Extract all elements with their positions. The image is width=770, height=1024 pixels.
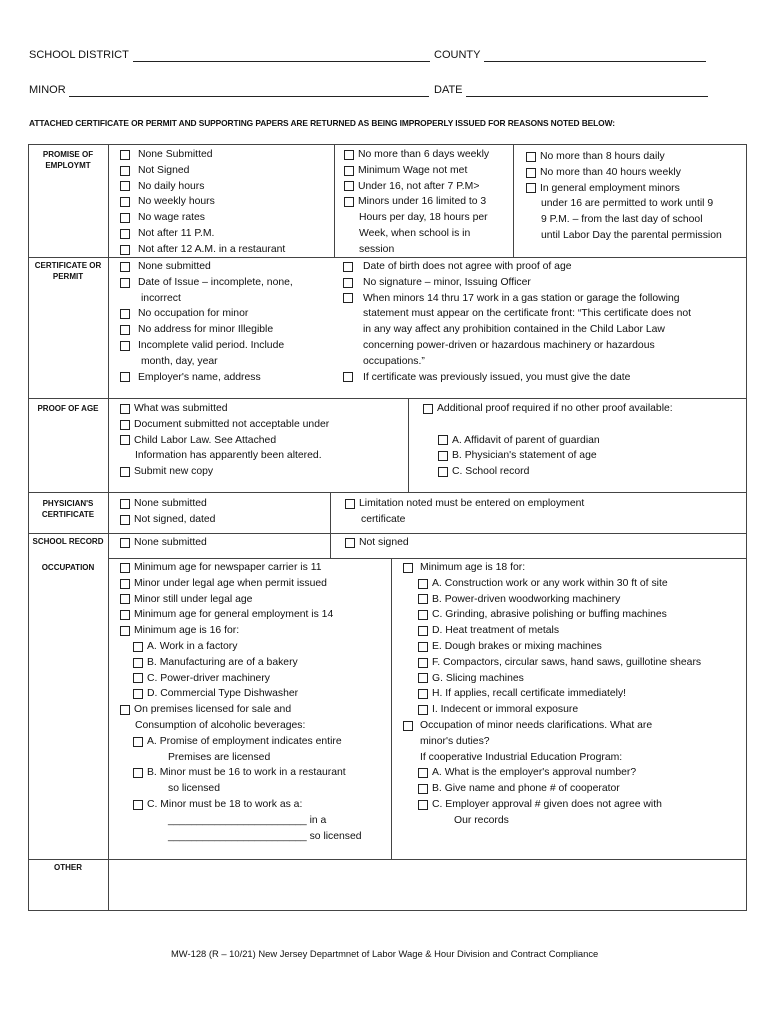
minor-line[interactable] [69,96,429,97]
checkbox-row[interactable]: Date of birth does not agree with proof of age [343,259,691,275]
checkbox[interactable] [418,673,428,683]
checkbox-row[interactable]: B. Give name and phone # of cooperator [403,781,701,797]
checkbox-row[interactable]: Incomplete valid period. Include [120,338,293,354]
text-line: so licensed [168,783,220,795]
checkbox[interactable] [418,594,428,604]
checkbox-row[interactable]: No address for minor Illegible [120,322,293,338]
checkbox-row[interactable]: No more than 40 hours weekly [526,165,722,181]
text-line: concerning power-driven or hazardous machinery or hazardous [363,339,655,351]
checkbox[interactable] [120,278,130,288]
checkbox[interactable] [418,626,428,636]
text-line: Premises are licensed [168,751,271,763]
checkbox-row[interactable]: Document submitted not acceptable under [120,417,329,433]
checkbox[interactable] [133,673,143,683]
text-line[interactable]: ________________________ in a [168,814,327,826]
checkbox[interactable] [418,705,428,715]
checkbox[interactable] [133,642,143,652]
checkbox-row[interactable]: A. Affidavit of parent of guardian [423,433,673,449]
row-label-occupation: OCCUPATION [41,563,95,572]
certificate-left [120,259,293,385]
checkbox-row[interactable]: A. Construction work or any work within 30 ft of site [403,576,701,592]
row-label-other: OTHER [54,863,82,872]
checkbox-row[interactable]: No more than 6 days weekly [344,147,489,163]
text-line: 9 P.M. – from the last day of school [541,214,703,226]
checkbox[interactable] [120,404,130,414]
row-label-certificate: CERTIFICATE OR PERMIT [34,261,102,281]
text-line: incorrect [141,292,181,304]
text-line: statement must appear on the certificate front: “This certificate does not [363,308,692,320]
checkbox[interactable] [120,372,130,382]
checkbox-row[interactable]: Not after 12 A.M. in a restaurant [120,242,285,258]
checkbox-row[interactable]: Date of Issue – incomplete, none, [120,275,293,291]
county-label: COUNTY [434,49,481,61]
checkbox[interactable] [120,181,130,191]
checkbox-row[interactable]: B. Minor must be 16 to work in a restaurant [120,765,362,781]
text-line: under 16 are permitted to work until 9 [541,198,714,210]
checkbox[interactable] [526,152,536,162]
checkbox-row[interactable]: No more than 8 hours daily [526,149,722,165]
checkbox[interactable] [120,538,130,548]
checkbox-row[interactable]: Limitation noted must be entered on employment [345,496,584,512]
checkbox-row[interactable]: Not after 11 P.M. [120,226,285,242]
checkbox-row[interactable]: Occupation of minor needs clarifications. What are [403,718,701,734]
checkbox-row[interactable]: What was submitted [120,401,329,417]
checkbox[interactable] [133,768,143,778]
checkbox-row[interactable]: Additional proof required if no other proof available: [423,401,673,417]
promise-col1 [120,147,285,258]
text-line[interactable]: ________________________ so licensed [168,830,362,842]
checkbox[interactable] [120,499,130,509]
other-field[interactable] [110,861,744,908]
checkbox-row[interactable]: C. Employer approval # given does not agree with [403,797,701,813]
row-label-promise: PROMISE OF EMPLOYMT [42,150,94,170]
checkbox-row[interactable]: None submitted [120,496,215,512]
promise-col3 [526,149,722,244]
checkbox[interactable] [120,262,130,272]
checkbox-row[interactable]: When minors 14 thru 17 work in a gas station or garage the following [343,291,691,307]
checkbox[interactable] [423,404,433,414]
text-line: occupations.” [363,355,425,367]
checkbox-row[interactable]: Minor still under legal age [120,592,362,608]
checkbox-row[interactable]: If certificate was previously issued, you must give the date [343,370,691,386]
checkbox[interactable] [120,594,130,604]
checkbox[interactable] [343,372,353,382]
checkbox[interactable] [418,800,428,810]
physician-right [345,496,584,528]
form-footer: MW-128 (R – 10/21) New Jersey Departmnet of Labor Wage & Hour Division and Contract Compliance [171,948,599,959]
checkbox-row[interactable]: E. Dough brakes or mixing machines [403,639,701,655]
checkbox[interactable] [120,563,130,573]
checkbox-row[interactable]: C. Power-driver machinery [120,671,362,687]
text-line: month, day, year [141,355,218,367]
checkbox[interactable] [120,166,130,176]
school-left [120,535,207,551]
checkbox[interactable] [418,658,428,668]
row-label-proof: PROOF OF AGE [37,404,99,413]
checkbox[interactable] [120,610,130,620]
physician-left [120,496,215,528]
checkbox-row[interactable]: Submit new copy [120,464,329,480]
notice-text: ATTACHED CERTIFICATE OR PERMIT AND SUPPORTING PAPERS ARE RETURNED AS BEING IMPROPERLY ISSUED FOR REASONS NOTED BELOW: [29,118,615,128]
checkbox[interactable] [120,197,130,207]
text-line: certificate [361,513,406,525]
checkbox[interactable] [343,262,353,272]
text-line: Our records [454,814,509,826]
checkbox[interactable] [403,721,413,731]
checkbox[interactable] [120,435,130,445]
proof-right [423,401,673,480]
row-label-physician: PHYSICIAN'S CERTIFICATE [41,499,95,519]
checkbox-row[interactable]: In general employment minors [526,181,722,197]
checkbox[interactable] [418,689,428,699]
date-label: DATE [434,84,463,96]
checkbox-row[interactable]: A. What is the employer's approval number? [403,765,701,781]
checkbox[interactable] [120,309,130,319]
text-line: Week, when school is in [359,227,471,239]
checkbox-row[interactable]: Minimum Wage not met [344,163,489,179]
checkbox-row[interactable]: None submitted [120,535,207,551]
checkbox[interactable] [120,213,130,223]
checkbox[interactable] [345,538,355,548]
text-line: If cooperative Industrial Education Program: [420,751,623,763]
checkbox[interactable] [120,150,130,160]
checkbox-row[interactable]: No occupation for minor [120,306,293,322]
checkbox[interactable] [418,784,428,794]
text-line: in any way affect any prohibition contained in the Child Labor Law [363,324,665,336]
checkbox-row[interactable]: None Submitted [120,147,285,163]
checkbox-row[interactable]: Child Labor Law. See Attached [120,433,329,449]
checkbox[interactable] [345,499,355,509]
checkbox[interactable] [418,610,428,620]
checkbox-row[interactable]: Not signed, dated [120,512,215,528]
checkbox-row[interactable]: Employer's name, address [120,370,293,386]
checkbox-row[interactable]: No daily hours [120,179,285,195]
checkbox-row[interactable]: C. Grinding, abrasive polishing or buffing machines [403,607,701,623]
text-line: until Labor Day the parental permission [541,229,722,241]
date-line[interactable] [466,96,708,97]
school-right [345,535,409,551]
checkbox[interactable] [418,642,428,652]
checkbox[interactable] [438,467,448,477]
checkbox[interactable] [120,245,130,255]
checkbox-row[interactable]: Not signed [345,535,409,551]
checkbox-row[interactable]: No signature – minor, Issuing Officer [343,275,691,291]
checkbox-row[interactable]: G. Slicing machines [403,671,701,687]
checkbox[interactable] [343,293,353,303]
checkbox[interactable] [120,420,130,430]
checkbox[interactable] [120,515,130,525]
checkbox[interactable] [438,451,448,461]
checkbox-row[interactable]: Minimum age is 16 for: [120,623,362,639]
checkbox[interactable] [344,150,354,160]
checkbox[interactable] [403,563,413,573]
checkbox-row[interactable]: A. Work in a factory [120,639,362,655]
checkbox-row[interactable]: Under 16, not after 7 P.M> [344,179,489,195]
minor-label: MINOR [29,84,66,96]
checkbox[interactable] [120,467,130,477]
checkbox-row[interactable]: B. Power-driven woodworking machinery [403,592,701,608]
checkbox-row[interactable]: No wage rates [120,210,285,226]
promise-col2 [344,147,489,258]
checkbox-row[interactable]: Minimum age is 18 for: [403,560,701,576]
occupation-right [403,560,701,829]
checkbox[interactable] [343,278,353,288]
checkbox[interactable] [120,325,130,335]
school-district-line[interactable] [133,61,430,62]
checkbox-row[interactable]: A. Promise of employment indicates entire [120,734,362,750]
checkbox-row[interactable]: Minor under legal age when permit issued [120,576,362,592]
school-district-label: SCHOOL DISTRICT [29,49,129,61]
checkbox-row[interactable]: F. Compactors, circular saws, hand saws, guillotine shears [403,655,701,671]
checkbox[interactable] [418,579,428,589]
checkbox[interactable] [133,800,143,810]
county-line[interactable] [484,61,706,62]
checkbox[interactable] [120,579,130,589]
row-label-school: SCHOOL RECORD [32,537,104,546]
checkbox-row[interactable]: D. Heat treatment of metals [403,623,701,639]
checkbox[interactable] [133,689,143,699]
checkbox-row[interactable]: C. School record [423,464,673,480]
checkbox[interactable] [120,341,130,351]
checkbox-row[interactable]: I. Indecent or immoral exposure [403,702,701,718]
proof-left [120,401,329,480]
checkbox-row[interactable]: On premises licensed for sale and [120,702,362,718]
checkbox[interactable] [120,626,130,636]
checkbox-row[interactable]: No weekly hours [120,194,285,210]
checkbox[interactable] [133,737,143,747]
checkbox[interactable] [120,229,130,239]
text-line: minor's duties? [420,735,490,747]
certificate-right [343,259,691,385]
checkbox-row[interactable]: Minimum age for newspaper carrier is 11 [120,560,362,576]
checkbox[interactable] [526,183,536,193]
checkbox[interactable] [418,768,428,778]
checkbox-row[interactable]: Minors under 16 limited to 3 [344,194,489,210]
text-line: Hours per day, 18 hours per [359,212,488,224]
checkbox[interactable] [526,168,536,178]
checkbox-row[interactable]: B. Manufacturing are of a bakery [120,655,362,671]
occupation-left [120,560,362,844]
checkbox[interactable] [133,658,143,668]
checkbox-row[interactable]: C. Minor must be 18 to work as a: [120,797,362,813]
checkbox[interactable] [344,166,354,176]
checkbox-row[interactable]: D. Commercial Type Dishwasher [120,686,362,702]
checkbox-row[interactable]: None submitted [120,259,293,275]
text-line: Information has apparently been altered. [135,450,322,462]
checkbox-row[interactable]: H. If applies, recall certificate immediately! [403,686,701,702]
checkbox[interactable] [120,705,130,715]
checkbox[interactable] [344,181,354,191]
text-line: Consumption of alcoholic beverages: [135,719,306,731]
checkbox-row[interactable]: B. Physician's statement of age [423,448,673,464]
checkbox[interactable] [344,197,354,207]
checkbox-row[interactable]: Minimum age for general employment is 14 [120,607,362,623]
checkbox-row[interactable]: Not Signed [120,163,285,179]
text-line: session [359,243,395,255]
checkbox[interactable] [438,435,448,445]
